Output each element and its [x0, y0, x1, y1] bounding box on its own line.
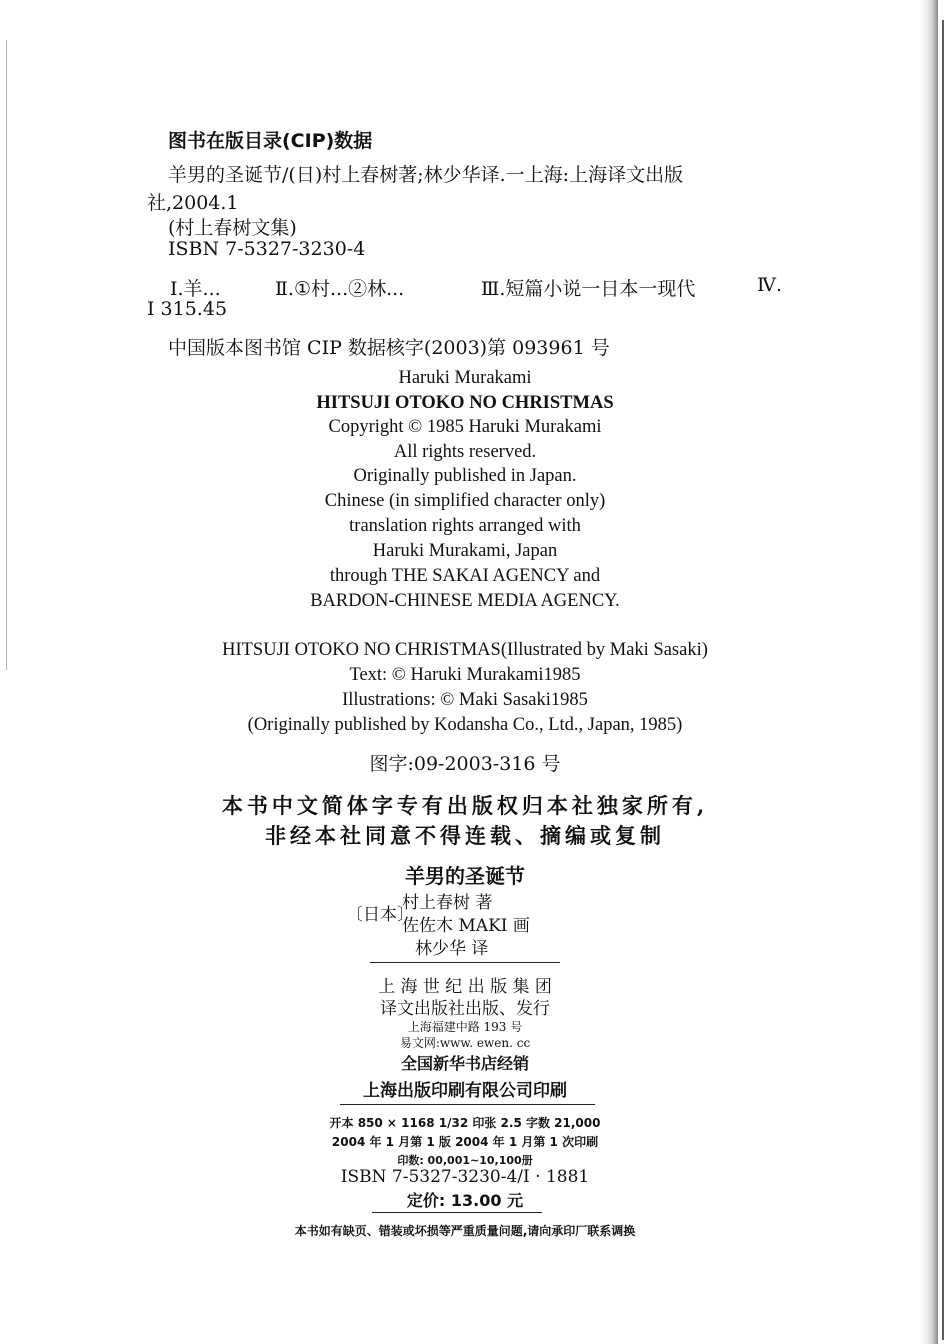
colophon-rule-2	[340, 1104, 595, 1105]
kodansha-note: (Originally published by Kodansha Co., Ltd., Japan, 1985)	[247, 715, 683, 735]
colophon-title: 羊男的圣诞节	[405, 864, 525, 888]
chinese-rights: Chinese (in simplified character only)	[324, 491, 606, 511]
cip-class-1: Ⅰ.羊...	[170, 278, 221, 300]
publisher-website: 易文网:www. ewen. cc	[399, 1036, 531, 1050]
rights-notice-1: 本书中文简体字专有出版权归本社独家所有,	[221, 793, 709, 818]
colophon-rule-3	[372, 1212, 542, 1213]
agency-line-2: BARDON-CHINESE MEDIA AGENCY.	[310, 591, 620, 611]
cip-line-1: 羊男的圣诞节/(日)村上春树著;林少华译.一上海:上海译文出版	[168, 164, 684, 186]
scan-edge-line	[942, 20, 944, 1340]
cip-verification: 中国版本图书馆 CIP 数据核字(2003)第 093961 号	[168, 337, 610, 359]
illustrations-copyright: Illustrations: © Maki Sasaki1985	[342, 690, 588, 710]
print-run: 印数: 00,001~10,100册	[397, 1154, 533, 1167]
publisher-address: 上海福建中路 193 号	[407, 1020, 523, 1034]
author-japan: Haruki Murakami, Japan	[372, 541, 558, 561]
cip-class-2: Ⅱ.①村...②林...	[275, 278, 405, 300]
colophon-author: 村上春树 著	[402, 893, 493, 913]
publisher-line: 译文出版社出版、发行	[380, 999, 550, 1019]
rights-reserved: All rights reserved.	[393, 442, 537, 462]
defect-notice: 本书如有缺页、错装或坏损等严重质量问题,请向承印厂联系调换	[294, 1224, 636, 1238]
cip-line-3: (村上春树文集)	[168, 217, 297, 239]
publishing-group: 上 海 世 纪 出 版 集 团	[378, 977, 552, 997]
price-line: 定价: 13.00 元	[406, 1191, 524, 1210]
printer-line: 上海出版印刷有限公司印刷	[363, 1081, 567, 1101]
colophon-nationality: 〔日本〕	[346, 905, 414, 925]
cip-isbn: ISBN 7-5327-3230-4	[168, 238, 366, 260]
cip-class-4: Ⅳ.	[757, 274, 783, 296]
cip-line-2: 社,2004.1	[147, 192, 239, 214]
colophon-translator: 林少华 译	[415, 939, 489, 959]
original-title-en: HITSUJI OTOKO NO CHRISTMAS	[316, 393, 614, 413]
edition-line: 2004 年 1 月第 1 版 2004 年 1 月第 1 次印刷	[331, 1135, 599, 1149]
format-specs: 开本 850 × 1168 1/32 印张 2.5 字数 21,000	[329, 1116, 601, 1130]
cip-class-3: Ⅲ.短篇小说一日本一现代	[481, 278, 696, 300]
colophon-isbn: ISBN 7-5327-3230-4/I · 1881	[340, 1167, 590, 1187]
text-copyright: Text: © Haruki Murakami1985	[349, 665, 581, 685]
agency-line-1: through THE SAKAI AGENCY and	[329, 566, 601, 586]
distributor-line: 全国新华书店经销	[400, 1054, 529, 1073]
contract-number: 图字:09-2003-316 号	[369, 753, 561, 775]
rights-notice-2: 非经本社同意不得连载、摘编或复制	[265, 823, 665, 848]
rights-arranged: translation rights arranged with	[349, 516, 581, 536]
cip-class-5: I 315.45	[147, 298, 228, 320]
copyright-line: Copyright © 1985 Haruki Murakami	[328, 417, 602, 437]
colophon-rule-1	[370, 962, 560, 963]
cip-heading: 图书在版目录(CIP)数据	[168, 130, 373, 152]
colophon-illustrator: 佐佐木 MAKI 画	[402, 916, 530, 936]
author-name-en: Haruki Murakami	[398, 368, 532, 388]
illustrated-title: HITSUJI OTOKO NO CHRISTMAS(Illustrated by Maki Sasaki)	[222, 640, 708, 660]
originally-published: Originally published in Japan.	[353, 466, 577, 486]
